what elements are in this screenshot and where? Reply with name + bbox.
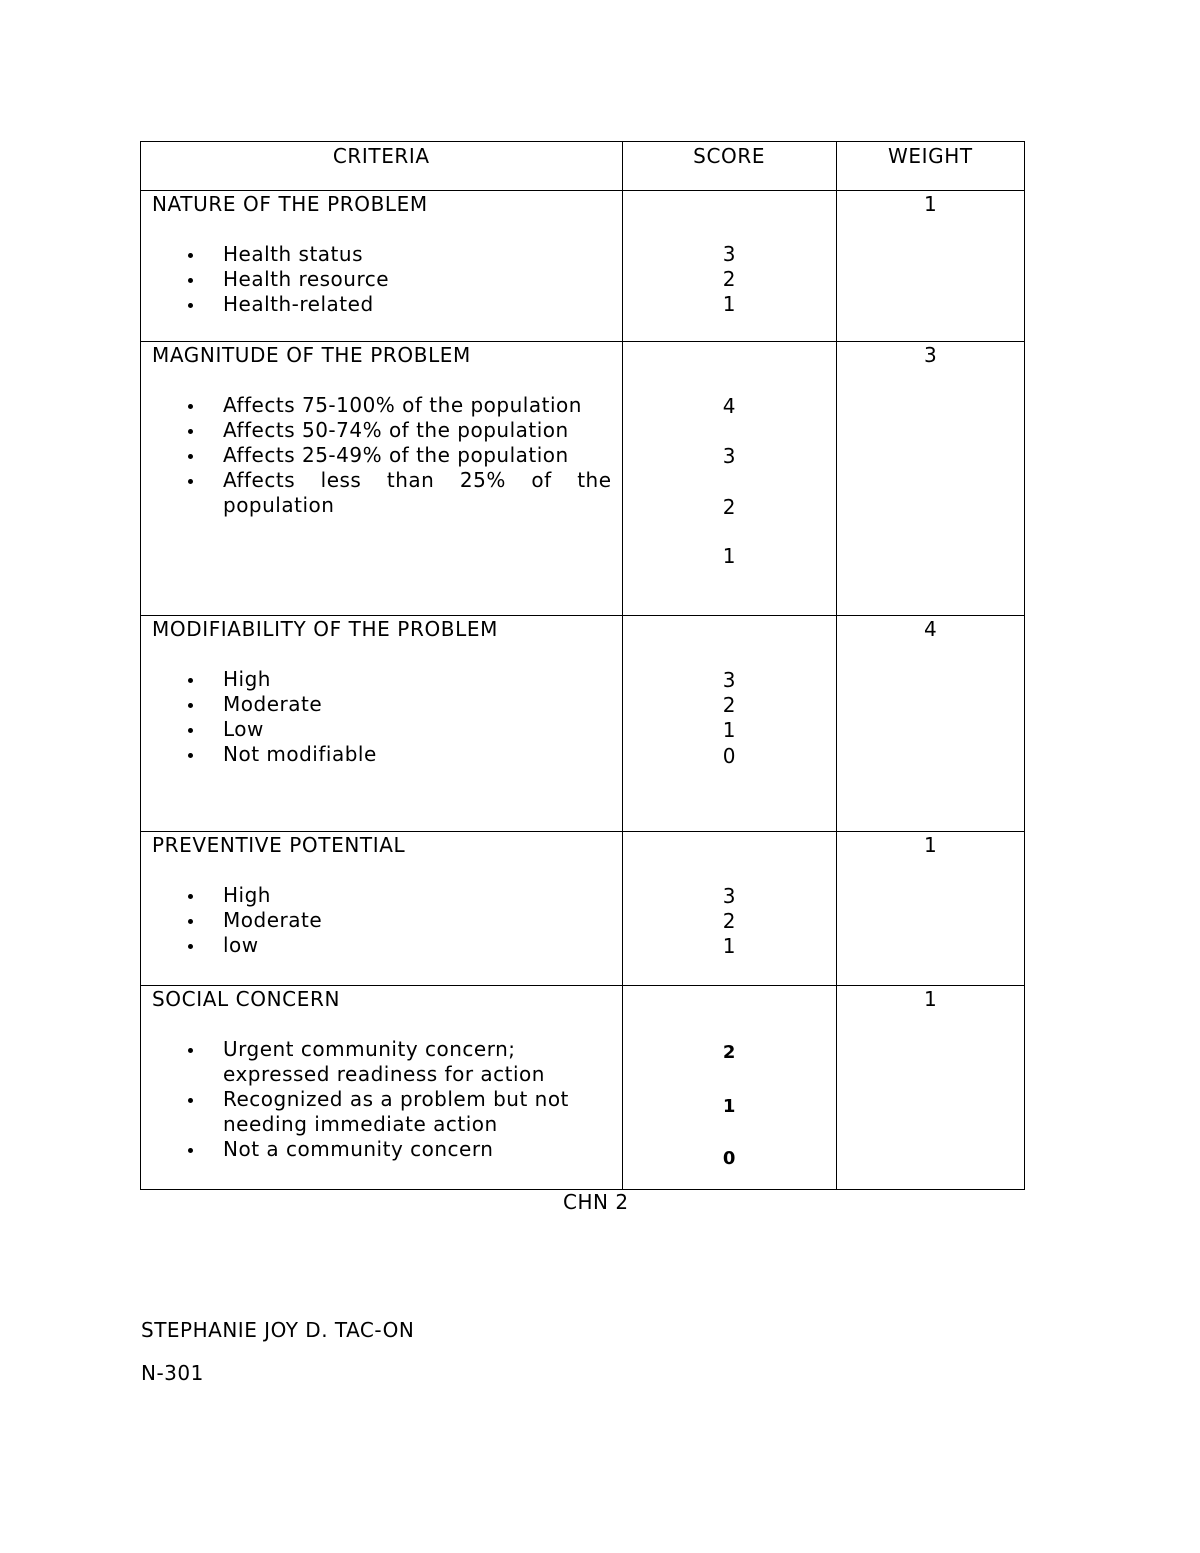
item-label: High xyxy=(223,883,271,907)
score-value: 2 xyxy=(722,267,736,291)
bullet-icon xyxy=(188,703,193,708)
score-value: 4 xyxy=(722,394,736,418)
item-label: Urgent community concern; expressed readiness for action xyxy=(223,1037,545,1086)
score-cell xyxy=(622,986,836,1190)
table-row-magnitude xyxy=(141,342,1025,616)
criteria-title: MAGNITUDE OF THE PROBLEM xyxy=(152,343,471,367)
score-value: 2 xyxy=(722,495,736,519)
table-row-nature xyxy=(141,191,1025,342)
list-item xyxy=(152,443,612,468)
bullet-icon xyxy=(188,678,193,683)
item-label: High xyxy=(223,667,271,691)
bullet-icon xyxy=(188,479,193,484)
criteria-table xyxy=(140,141,1025,1190)
criteria-title: SOCIAL CONCERN xyxy=(152,987,341,1011)
item-label: Health resource xyxy=(223,267,390,291)
header-weight: WEIGHT xyxy=(836,142,1024,191)
score-value: 2 xyxy=(722,693,736,717)
weight-value: 1 xyxy=(924,833,937,857)
weight-value: 1 xyxy=(924,987,937,1011)
score-value: 3 xyxy=(722,444,736,468)
list-item xyxy=(152,1037,582,1087)
list-item xyxy=(152,468,612,518)
weight-cell xyxy=(836,986,1024,1190)
bullet-icon xyxy=(188,1148,193,1153)
list-item xyxy=(152,418,612,443)
list-item xyxy=(152,267,612,292)
item-label: Affects 25-49% of the population xyxy=(223,443,569,467)
header-score: SCORE xyxy=(622,142,836,191)
table-row-preventive xyxy=(141,832,1025,986)
page-caption: CHN 2 xyxy=(563,1190,629,1214)
criteria-cell xyxy=(141,191,623,342)
weight-cell xyxy=(836,191,1024,342)
score-value: 3 xyxy=(722,884,736,908)
item-label: Health-related xyxy=(223,292,374,316)
bullet-icon xyxy=(188,278,193,283)
score-value: 1 xyxy=(722,544,736,568)
score-value: 3 xyxy=(722,242,736,266)
bullet-icon xyxy=(188,429,193,434)
score-value: 1 xyxy=(722,934,736,958)
header-criteria: CRITERIA xyxy=(141,142,623,191)
bullet-icon xyxy=(188,253,193,258)
table-row-modifiability xyxy=(141,616,1025,832)
weight-value: 1 xyxy=(924,192,937,216)
score-value: 1 xyxy=(722,1096,736,1117)
author-name: STEPHANIE JOY D. TAC-ON xyxy=(141,1318,415,1342)
criteria-cell xyxy=(141,342,623,616)
item-label: Affects 75-100% of the population xyxy=(223,393,582,417)
score-cell xyxy=(622,342,836,616)
criteria-list xyxy=(152,393,612,518)
bullet-icon xyxy=(188,894,193,899)
item-label: Moderate xyxy=(223,908,323,932)
criteria-title: PREVENTIVE POTENTIAL xyxy=(152,833,406,857)
item-label: Health status xyxy=(223,242,363,266)
criteria-cell xyxy=(141,616,623,832)
list-item xyxy=(152,1087,582,1137)
weight-cell xyxy=(836,342,1024,616)
bullet-icon xyxy=(188,404,193,409)
bullet-icon xyxy=(188,1098,193,1103)
item-label: Not modifiable xyxy=(223,742,377,766)
list-item xyxy=(152,717,612,742)
weight-cell xyxy=(836,616,1024,832)
criteria-title: NATURE OF THE PROBLEM xyxy=(152,192,428,216)
criteria-cell xyxy=(141,832,623,986)
item-label: low xyxy=(223,933,259,957)
item-label: Low xyxy=(223,717,264,741)
score-value: 3 xyxy=(722,668,736,692)
table-row-social xyxy=(141,986,1025,1190)
criteria-list xyxy=(152,667,612,767)
score-value: 1 xyxy=(722,292,736,316)
score-value: 1 xyxy=(722,718,736,742)
bullet-icon xyxy=(188,944,193,949)
score-value: 0 xyxy=(722,1148,736,1169)
list-item xyxy=(152,667,612,692)
bullet-icon xyxy=(188,919,193,924)
item-label: Moderate xyxy=(223,692,323,716)
list-item xyxy=(152,908,612,933)
score-value: 2 xyxy=(722,909,736,933)
score-value: 0 xyxy=(722,744,736,768)
bullet-icon xyxy=(188,454,193,459)
list-item xyxy=(152,1137,582,1162)
list-item xyxy=(152,242,612,267)
item-label: Affects less than 25% of the population xyxy=(223,468,612,517)
list-item xyxy=(152,393,612,418)
bullet-icon xyxy=(188,1048,193,1053)
criteria-cell xyxy=(141,986,623,1190)
list-item xyxy=(152,692,612,717)
score-cell xyxy=(622,832,836,986)
criteria-list xyxy=(152,242,612,317)
weight-value: 3 xyxy=(924,343,937,367)
score-cell xyxy=(622,616,836,832)
criteria-title: MODIFIABILITY OF THE PROBLEM xyxy=(152,617,498,641)
weight-value: 4 xyxy=(924,617,937,641)
criteria-list xyxy=(152,883,612,958)
criteria-list xyxy=(152,1037,612,1162)
list-item xyxy=(152,292,612,317)
score-value: 2 xyxy=(722,1042,736,1063)
bullet-icon xyxy=(188,753,193,758)
bullet-icon xyxy=(188,728,193,733)
item-label: Affects 50-74% of the population xyxy=(223,418,569,442)
item-label: Not a community concern xyxy=(223,1137,494,1161)
list-item xyxy=(152,742,612,767)
list-item xyxy=(152,933,612,958)
list-item xyxy=(152,883,612,908)
score-cell xyxy=(622,191,836,342)
table-header-row xyxy=(141,142,1025,191)
weight-cell xyxy=(836,832,1024,986)
item-label: Recognized as a problem but not needing immediate action xyxy=(223,1087,569,1136)
section-code: N-301 xyxy=(141,1361,204,1385)
bullet-icon xyxy=(188,303,193,308)
